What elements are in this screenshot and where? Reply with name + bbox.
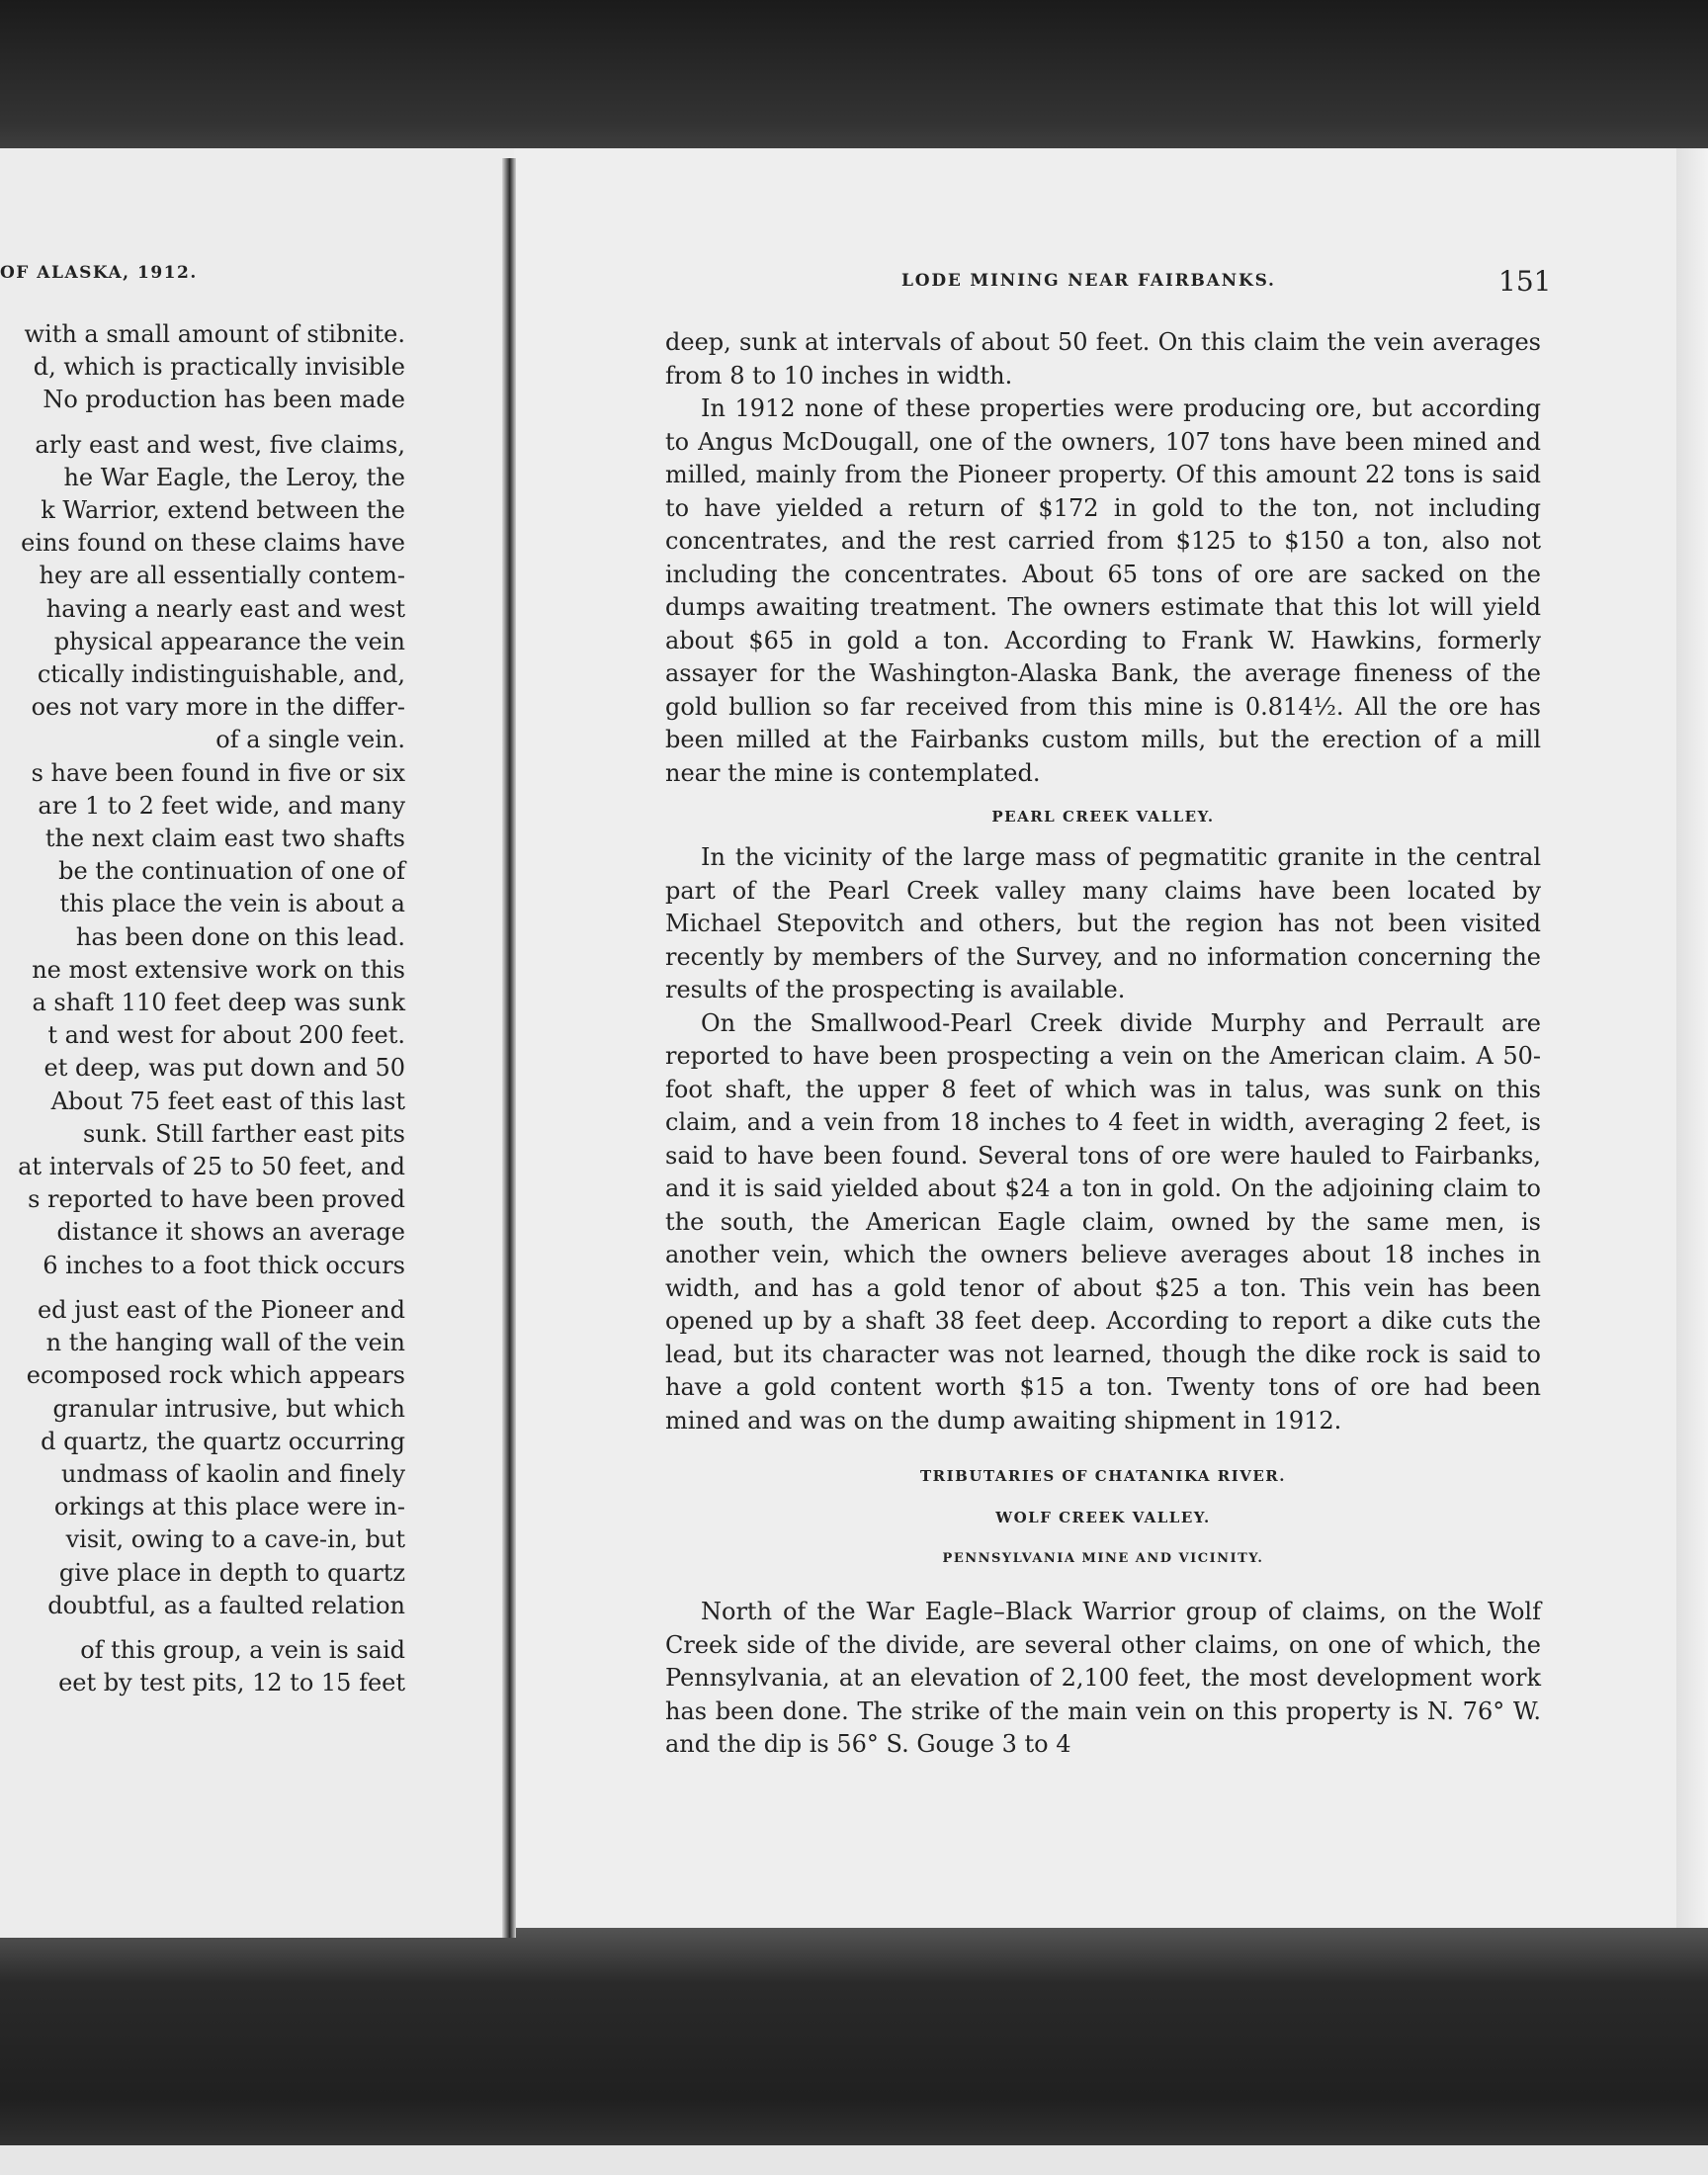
left-text-line: oes not vary more in the differ-: [31, 693, 405, 722]
left-text-line: has been done on this lead.: [75, 922, 405, 951]
scan-background-bottom: [0, 1920, 1708, 2175]
paragraph-production: In 1912 none of these properties were producing ore, but according to Angus McDougall, one of the owners, 107 tons have been mined and milled, mainly from the Pioneer property. Of this amount 22 tons is said to have yielded a return of $172 in gold to the ton, not including concentrates, and the rest carried from $125 to $150 a ton, also not including the concentrates. About 65 tons of ore are sacked on the dumps awaiting treatment. The owners estimate that this lot will yield about $65 in gold a ton. According to Frank W. Hawkins, formerly assayer for the Washington-Alaska Bank, the average fineness of the gold bullion so far received from this mine is 0.814½. All the ore has been milled at the Fairbanks custom mills, but the erection of a mill near the mine is contemplated.: [665, 394, 1541, 787]
left-page-text: [0, 318, 405, 1699]
left-text-line: s have been found in five or six: [31, 758, 405, 787]
left-text-line: ne most extensive work on this: [32, 955, 405, 984]
heading-pearl-creek-valley: PEARL CREEK VALLEY.: [991, 808, 1215, 826]
left-text-line: physical appearance the vein: [53, 627, 405, 655]
left-text-line: the next claim east two shafts: [44, 825, 405, 853]
left-text-line: eins found on these claims have: [21, 529, 405, 558]
paragraph-american-claim: On the Smallwood-Pearl Creek divide Murphy and Perrault are reported to have been prospecting a vein on the American claim. A 50-foot shaft, the upper 8 feet of which was in talus, was sunk on this claim, and a vein from 18 inches to 4 feet in width, averaging 2 feet, is said to have been found. Several tons of ore were hauled to Fairbanks, and it is said yielded about $24 a ton in gold. On the adjoining claim to the south, the American Eagle claim, owned by the same men, is another vein, which the owners believe averages about 18 inches in width, and has a gold tenor of about $25 a ton. This vein has been opened up by a shaft 38 feet deep. According to report a dike cuts the lead, but its character was not learned, though the dike rock is said to have a gold content worth $15 a ton. Twenty tons of ore had been mined and was on the dump awaiting shipment in 1912.: [665, 1008, 1541, 1435]
left-text-line: ed just east of the Pioneer and: [37, 1295, 405, 1324]
left-text-line: granular intrusive, but which: [52, 1394, 405, 1423]
left-text-line: t and west for about 200 feet.: [47, 1021, 405, 1050]
blank-line: [0, 1622, 405, 1634]
left-text-line: a shaft 110 feet deep was sunk: [32, 989, 405, 1017]
left-text-line: 6 inches to a foot thick occurs: [43, 1251, 405, 1279]
paragraph-pennsylvania: North of the War Eagle–Black Warrior group of claims, on the Wolf Creek side of the divide, are several other claims, on one of which, the Pennsylvania, at an elevation of 2,100 feet, the most development work has been done. The strike of the main vein on this property is N. 76° W. and the dip is 56° S. Gouge 3 to 4: [665, 1598, 1541, 1758]
left-text-line: he War Eagle, the Leroy, the: [63, 463, 405, 491]
heading-tributaries-chatanika: TRIBUTARIES OF CHATANIKA RIVER.: [920, 1467, 1286, 1485]
left-text-line: ecomposed rock which appears: [26, 1361, 405, 1390]
left-text-line: hey are all essentially contem-: [39, 562, 405, 590]
right-page-text: [665, 326, 1541, 1762]
left-text-line: visit, owing to a cave-in, but: [65, 1525, 405, 1554]
left-text-line: at intervals of 25 to 50 feet, and: [18, 1153, 405, 1181]
heading-pennsylvania-mine: PENNSYLVANIA MINE AND VICINITY.: [942, 1551, 1264, 1566]
left-text-line: eet by test pits, 12 to 15 feet: [58, 1669, 405, 1697]
left-text-line: arly east and west, five claims,: [35, 430, 405, 459]
left-text-line: orkings at this place were in-: [53, 1493, 405, 1522]
right-running-head: LODE MINING NEAR FAIRBANKS.: [901, 271, 1276, 291]
left-text-line: n the hanging wall of the vein: [45, 1329, 405, 1357]
left-text-line: k Warrior, extend between the: [41, 496, 405, 525]
left-text-line: with a small amount of stibnite.: [24, 320, 405, 348]
left-text-line: d quartz, the quartz occurring: [41, 1427, 405, 1455]
left-text-line: doubtful, as a faulted relation: [47, 1591, 405, 1619]
heading-wolf-creek-valley: WOLF CREEK VALLEY.: [995, 1509, 1211, 1526]
left-running-head: OF ALASKA, 1912.: [0, 263, 198, 283]
left-text-line: of this group, a vein is said: [80, 1635, 405, 1664]
left-text-line: give place in depth to quartz: [58, 1558, 405, 1587]
left-text-line: having a nearly east and west: [45, 594, 405, 623]
left-text-line: d, which is practically invisible: [33, 353, 405, 382]
left-text-line: et deep, was put down and 50: [43, 1054, 405, 1083]
left-text-line: ctically indistinguishable, and,: [37, 660, 405, 689]
left-text-line: sunk. Still farther east pits: [83, 1119, 405, 1148]
paragraph-pearl-creek: In the vicinity of the large mass of pegmatitic granite in the central part of the Pearl Creek valley many claims have been located by Michael Stepovitch and others, but the region has not been visited recently by members of the Survey, and no information concerning the results of the prospecting is available.: [665, 843, 1541, 1003]
left-text-line: distance it shows an average: [56, 1218, 405, 1247]
left-text-line: s reported to have been proved: [28, 1185, 405, 1214]
left-text-line: are 1 to 2 feet wide, and many: [38, 791, 405, 820]
left-text-line: of a single vein.: [215, 726, 405, 754]
left-text-line: this place the vein is about a: [59, 890, 405, 918]
paragraph-continuation: deep, sunk at intervals of about 50 feet. On this claim the vein averages from 8 to 10 inches in width.: [665, 328, 1541, 390]
left-text-line: About 75 feet east of this last: [50, 1087, 405, 1115]
left-text-line: be the continuation of one of: [58, 857, 405, 886]
scan-bottom-edge: [0, 2145, 1708, 2175]
blank-line: [0, 417, 405, 429]
right-page-edge: [1676, 148, 1708, 1928]
left-text-line: No production has been made: [43, 386, 405, 414]
blank-line: [0, 1282, 405, 1294]
left-text-line: undmass of kaolin and finely: [61, 1459, 405, 1488]
page-number: 151: [1498, 265, 1552, 298]
book-gutter: [502, 158, 516, 1938]
